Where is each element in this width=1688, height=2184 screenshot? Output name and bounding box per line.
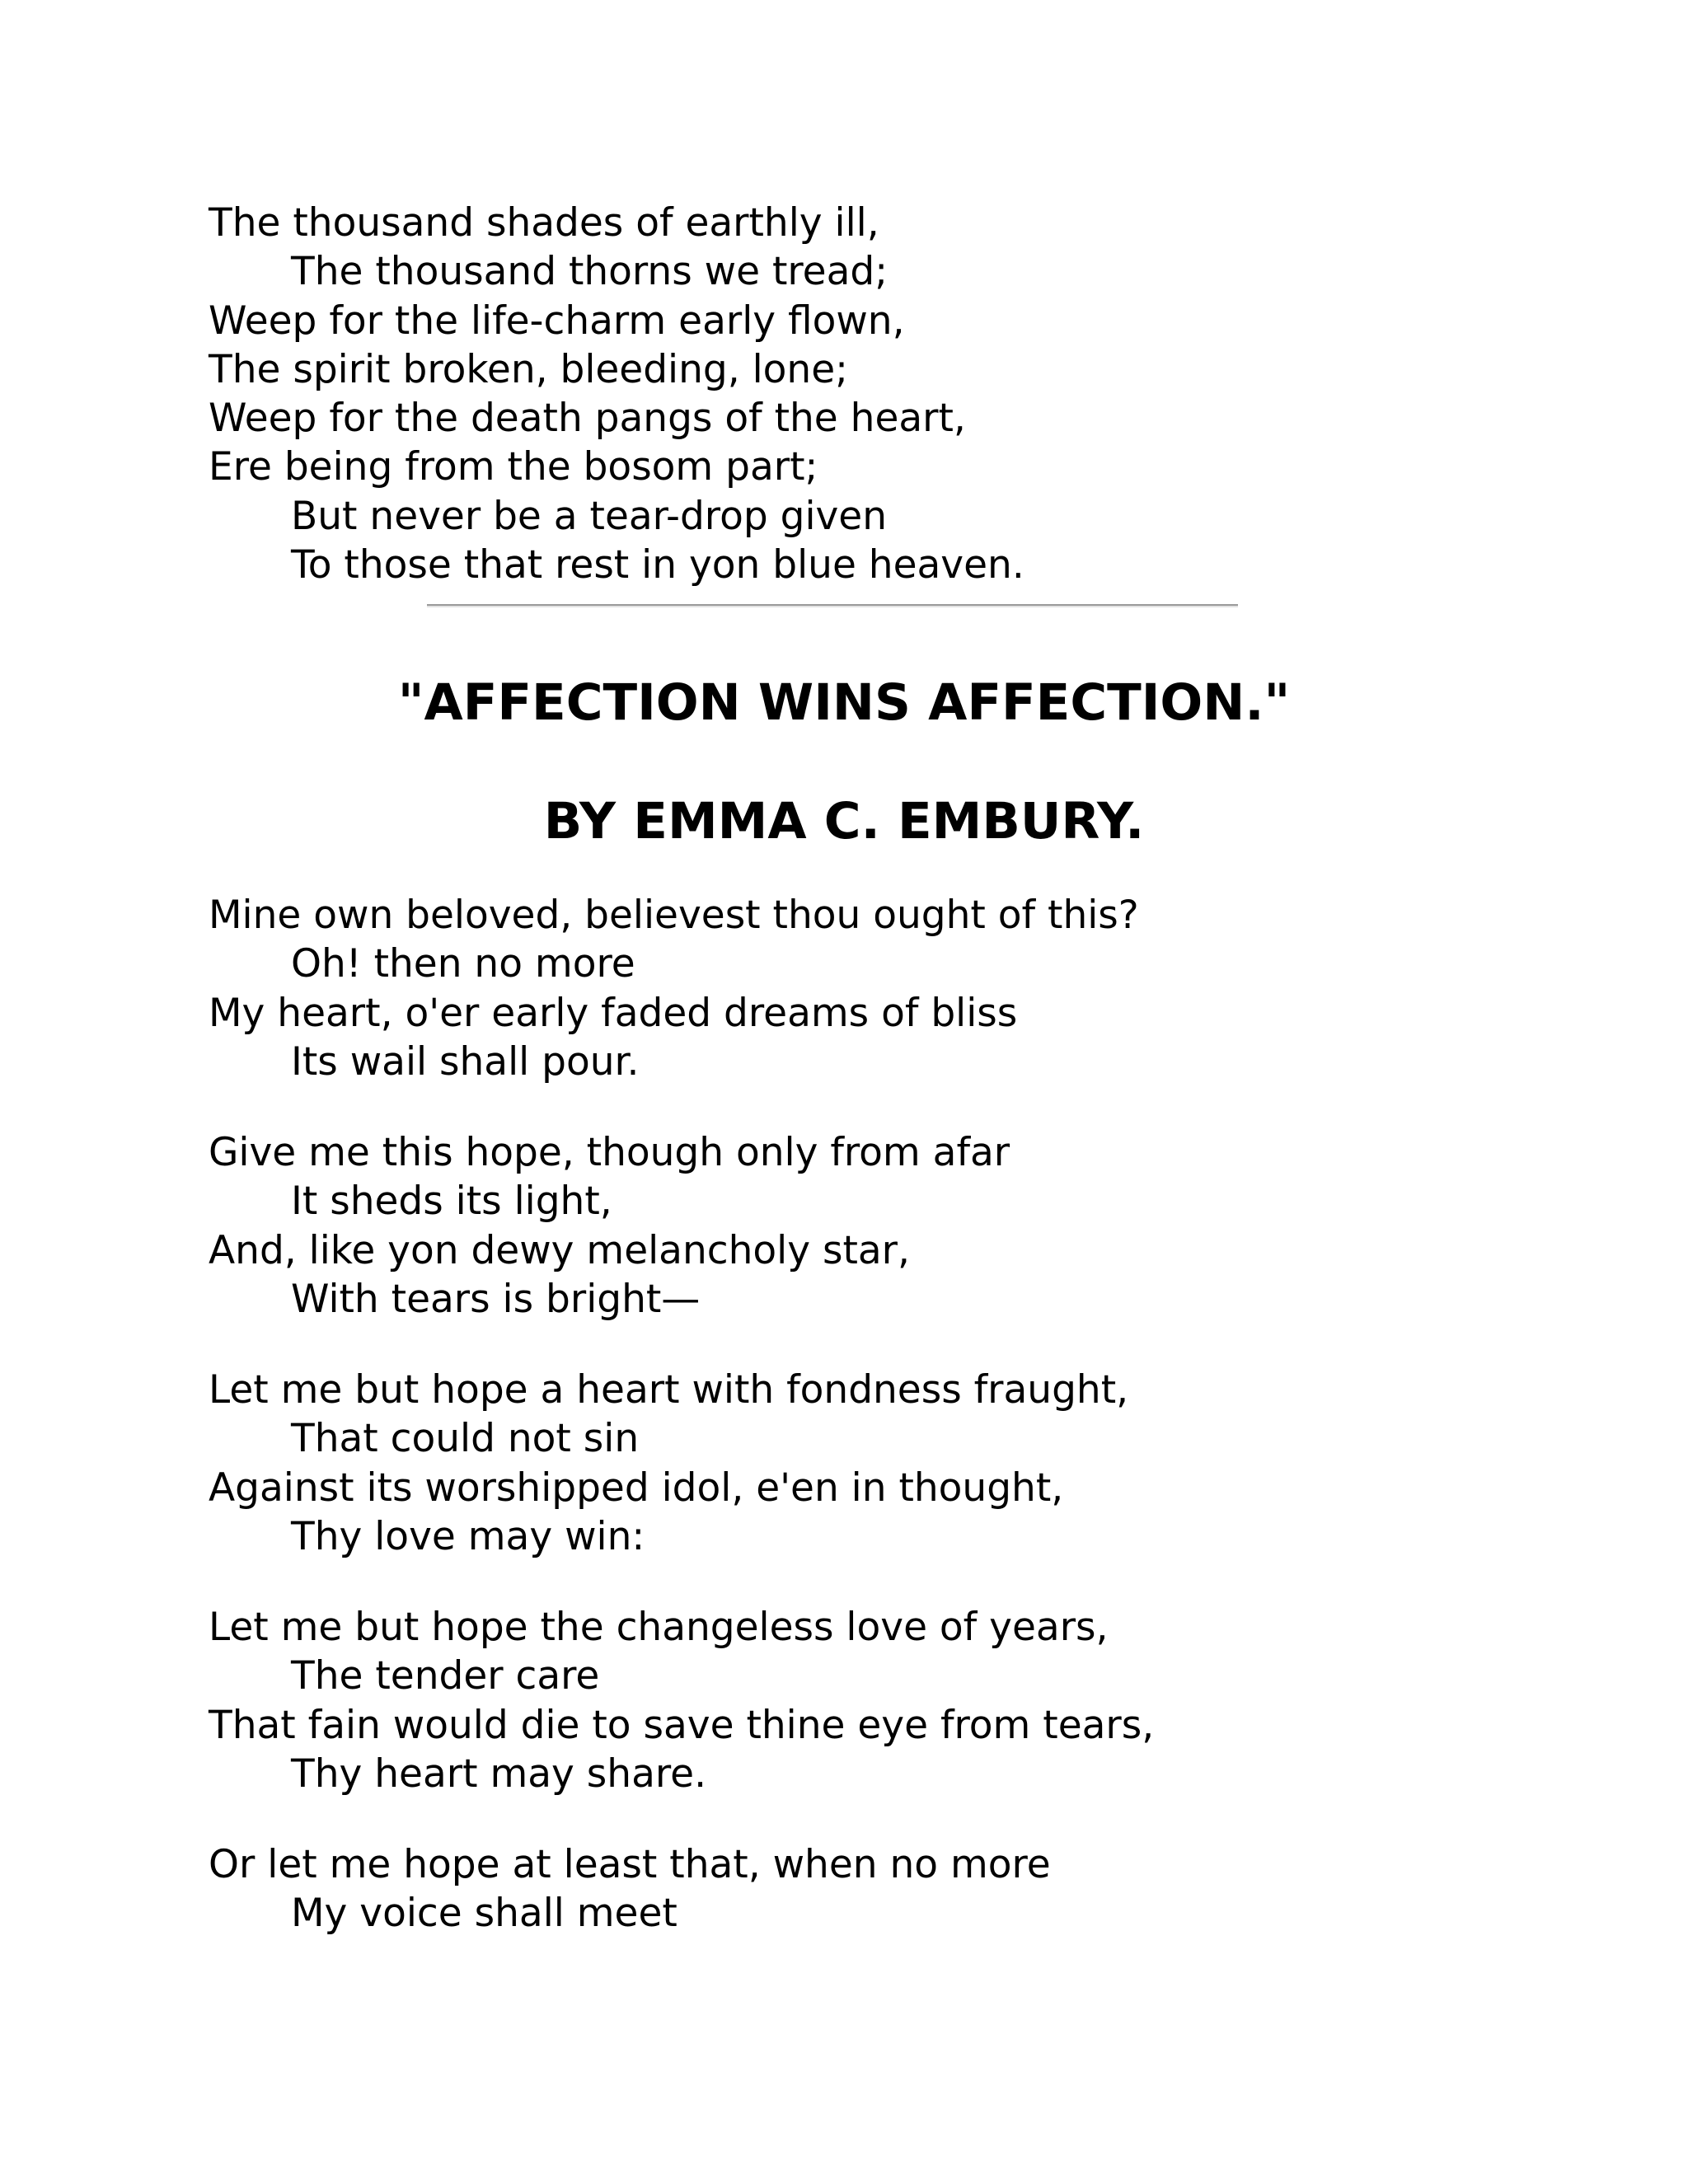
- poem-line: Ere being from the bosom part;: [209, 444, 818, 490]
- poem-title: "AFFECTION WINS AFFECTION.": [397, 673, 1291, 732]
- poem-line: And, like yon dewy melancholy star,: [209, 1227, 910, 1273]
- poem-line: With tears is bright—: [291, 1276, 701, 1322]
- poem-line: The tender care: [291, 1653, 600, 1699]
- poem-line: My voice shall meet: [291, 1891, 678, 1937]
- poem-line: But never be a tear-drop given: [291, 493, 888, 539]
- poem-line: The spirit broken, bleeding, lone;: [209, 346, 848, 392]
- poem-line: Against its worshipped idol, e'en in thought,: [209, 1465, 1064, 1511]
- poem-line: Mine own beloved, believest thou ought of this?: [209, 893, 1139, 938]
- stanza-1: [209, 891, 1139, 1086]
- poem-line: To those that rest in yon blue heaven.: [291, 542, 1025, 588]
- poem-line: The thousand shades of earthly ill,: [209, 200, 879, 246]
- horizontal-divider: [427, 604, 1238, 607]
- poem-line: Its wail shall pour.: [291, 1038, 640, 1085]
- poem-line: My heart, o'er early faded dreams of bliss: [209, 990, 1018, 1036]
- poem-byline: BY EMMA C. EMBURY.: [543, 792, 1145, 851]
- stanza-2: [209, 1128, 1010, 1324]
- poem-line: The thousand thorns we tread;: [291, 249, 889, 295]
- poem-line: Thy love may win:: [291, 1513, 645, 1559]
- poem-line: That could not sin: [291, 1416, 640, 1462]
- poem-line: Weep for the death pangs of the heart,: [209, 396, 966, 442]
- poem-line: Thy heart may share.: [291, 1750, 707, 1797]
- poem-line: It sheds its light,: [291, 1179, 612, 1225]
- poem-line: Or let me hope at least that, when no more: [209, 1842, 1051, 1887]
- poem-line: Let me but hope the changeless love of years,: [209, 1605, 1109, 1650]
- stanza-5: [209, 1840, 1051, 1938]
- poem-line: Weep for the life-charm early flown,: [209, 298, 905, 344]
- previous-poem-ending: [209, 199, 1025, 589]
- stanza-3: [209, 1366, 1128, 1561]
- poem-line: Oh! then no more: [291, 941, 635, 987]
- poem-line: That fain would die to save thine eye from tears,: [209, 1702, 1155, 1748]
- stanza-4: [209, 1603, 1154, 1798]
- poem-line: Let me but hope a heart with fondness fraught,: [209, 1367, 1129, 1413]
- poem-line: Give me this hope, though only from afar: [209, 1130, 1010, 1175]
